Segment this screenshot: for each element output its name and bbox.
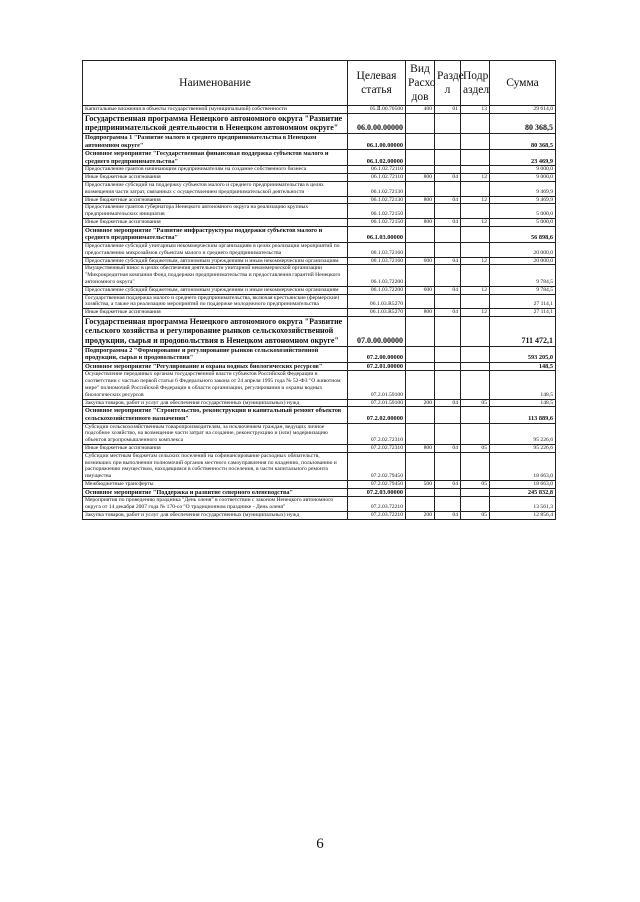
cell-subsection <box>461 265 490 286</box>
cell-sum: 95 226,6 <box>490 445 556 453</box>
table-row <box>83 226 556 242</box>
cell-name: Межбюджетные трансферты <box>83 481 348 489</box>
cell-sum: 9 784,5 <box>490 265 556 286</box>
cell-target-article: 07.2.02.79450 <box>348 452 406 480</box>
cell-sum: 18 663,0 <box>490 481 556 489</box>
cell-expense-type <box>406 113 435 133</box>
cell-name: Подпрограмма 1 "Развитие малого и среднего предпринимательства в Ненецком автономном округе" <box>83 133 348 149</box>
cell-name: Предоставление субсидий бюджетным, автономным учреждениям и иным некоммерческим организациям <box>83 286 348 294</box>
cell-target-article: 07.2.02.00000 <box>348 407 406 423</box>
table-row <box>83 445 556 453</box>
cell-expense-type <box>406 497 435 512</box>
cell-section: 04 <box>435 445 461 453</box>
table-row <box>83 257 556 265</box>
cell-target-article: 06.1.03.72200 <box>348 286 406 294</box>
cell-sum: 9 469,9 <box>490 196 556 204</box>
cell-target-article: 06.1.02.00000 <box>348 150 406 166</box>
table-row <box>83 309 556 317</box>
cell-sum: 23 469,9 <box>490 150 556 166</box>
cell-target-article: 07.2.01.59100 <box>348 371 406 399</box>
cell-sum: 593 205,0 <box>490 346 556 362</box>
table-row <box>83 106 556 114</box>
cell-subsection <box>461 204 490 219</box>
cell-expense-type: 800 <box>406 309 435 317</box>
cell-target-article: 06.1.03.72160 <box>348 257 406 265</box>
table-row <box>83 204 556 219</box>
cell-expense-type <box>406 226 435 242</box>
cell-subsection <box>461 346 490 362</box>
cell-subsection <box>461 497 490 512</box>
cell-sum: 9 000,0 <box>490 174 556 182</box>
cell-expense-type <box>406 452 435 480</box>
cell-subsection: 05 <box>461 399 490 407</box>
cell-sum: 27 114,1 <box>490 294 556 309</box>
cell-expense-type <box>406 488 435 497</box>
cell-subsection <box>461 294 490 309</box>
cell-expense-type: 400 <box>406 106 435 114</box>
cell-sum: 29 614,0 <box>490 106 556 114</box>
cell-subsection <box>461 316 490 346</box>
cell-target-article: 06.1.02.72150 <box>348 218 406 226</box>
cell-subsection: 05 <box>461 511 490 519</box>
header-subsection: Подр аздел <box>461 61 490 106</box>
table-row <box>83 371 556 399</box>
cell-target-article: 07.2.01.00000 <box>348 362 406 371</box>
cell-target-article: 06.1.02.72110 <box>348 174 406 182</box>
table-row <box>83 133 556 149</box>
cell-subsection <box>461 181 490 196</box>
cell-target-article: 07.2.03.00000 <box>348 488 406 497</box>
cell-subsection <box>461 150 490 166</box>
cell-section <box>435 294 461 309</box>
cell-expense-type <box>406 150 435 166</box>
table-row <box>83 150 556 166</box>
cell-expense-type <box>406 407 435 423</box>
cell-target-article: 06.1.02.72130 <box>348 196 406 204</box>
cell-name: Иные бюджетные ассигнования <box>83 445 348 453</box>
table-row <box>83 265 556 286</box>
header-name: Наименование <box>83 61 348 106</box>
cell-subsection: 12 <box>461 174 490 182</box>
cell-name: Закупка товаров, работ и услуг для обеспечения государственных (муниципальных) нужд <box>83 511 348 519</box>
cell-section: 04 <box>435 257 461 265</box>
cell-sum: 80 368,5 <box>490 113 556 133</box>
cell-section: 04 <box>435 309 461 317</box>
cell-section: 04 <box>435 481 461 489</box>
cell-section: 04 <box>435 286 461 294</box>
header-target-article: Целевая статья <box>348 61 406 106</box>
cell-name: Иные бюджетные ассигнования <box>83 196 348 204</box>
cell-subsection <box>461 226 490 242</box>
cell-section <box>435 316 461 346</box>
cell-target-article: 06.1.03.72160 <box>348 242 406 257</box>
cell-subsection <box>461 488 490 497</box>
cell-target-article: 06.1.02.72130 <box>348 181 406 196</box>
cell-name: Государственная программа Ненецкого автономного округа "Развитие предпринимательской деятельности в Ненецком автономном округе" <box>83 113 348 133</box>
table-row <box>83 294 556 309</box>
cell-expense-type: 600 <box>406 257 435 265</box>
cell-sum: 9 784,5 <box>490 286 556 294</box>
cell-target-article: 06.1.03.R5270 <box>348 309 406 317</box>
cell-name: Субсидии сельскохозяйственным товаропроизводителям, за исключением граждан, ведущих личное подсобное хозяйство, на возмещение части затрат на создание, реконструкцию и (или) модернизацию объектов агропромышленного комплекса <box>83 423 348 444</box>
table-row <box>83 166 556 174</box>
cell-section <box>435 423 461 444</box>
header-expense-type: Вид Расхо дов <box>406 61 435 106</box>
cell-sum: 18 663,0 <box>490 452 556 480</box>
cell-target-article: 07.2.03.72210 <box>348 497 406 512</box>
cell-section <box>435 488 461 497</box>
cell-name: Основное мероприятие "Строительство, реконструкция и капитальный ремонт объектов сельскохозяйственного назначения" <box>83 407 348 423</box>
cell-subsection <box>461 166 490 174</box>
cell-section <box>435 204 461 219</box>
cell-subsection <box>461 133 490 149</box>
table-row <box>83 346 556 362</box>
cell-expense-type <box>406 371 435 399</box>
cell-name: Закупка товаров, работ и услуг для обеспечения государственных (муниципальных) нужд <box>83 399 348 407</box>
cell-name: Государственная программа Ненецкого автономного округа "Развитие сельского хозяйства и регулирование рынков сельскохозяйственной продукции, сырья и продовольствия в Ненецком автономном округе" <box>83 316 348 346</box>
cell-sum: 27 114,1 <box>490 309 556 317</box>
cell-name: Государственная поддержка малого и среднего предпринимательства, включая крестьянские (фермерские) хозяйства, а также на реализацию мероприятий по поддержке молодежного предпринимательства <box>83 294 348 309</box>
cell-target-article: 07.2.00.00000 <box>348 346 406 362</box>
cell-expense-type <box>406 242 435 257</box>
cell-expense-type: 800 <box>406 174 435 182</box>
cell-name: Основное мероприятие "Поддержка и развитие северного оленеводства" <box>83 488 348 497</box>
cell-section <box>435 452 461 480</box>
cell-expense-type: 800 <box>406 196 435 204</box>
cell-name: Иные бюджетные ассигнования <box>83 174 348 182</box>
cell-target-article: 06.1.02.72150 <box>348 204 406 219</box>
cell-section <box>435 113 461 133</box>
cell-target-article: 07.0.00.00000 <box>348 316 406 346</box>
cell-target-article: 06.0.00.00000 <box>348 113 406 133</box>
cell-section <box>435 371 461 399</box>
cell-sum: 711 472,1 <box>490 316 556 346</box>
cell-sum: 56 898,6 <box>490 226 556 242</box>
cell-target-article: 06.1.03.00000 <box>348 226 406 242</box>
cell-target-article: 07.2.01.59100 <box>348 399 406 407</box>
table-header-row <box>83 61 556 106</box>
table-row <box>83 511 556 519</box>
table-row <box>83 218 556 226</box>
cell-section <box>435 181 461 196</box>
cell-expense-type <box>406 423 435 444</box>
header-section: Разде л <box>435 61 461 106</box>
table-row <box>83 423 556 444</box>
cell-expense-type <box>406 133 435 149</box>
cell-subsection <box>461 362 490 371</box>
table-row <box>83 497 556 512</box>
cell-subsection <box>461 423 490 444</box>
table-row <box>83 452 556 480</box>
cell-section <box>435 265 461 286</box>
cell-expense-type: 500 <box>406 481 435 489</box>
cell-target-article: 07.2.03.72210 <box>348 511 406 519</box>
cell-expense-type: 800 <box>406 445 435 453</box>
cell-name: Иные бюджетные ассигнования <box>83 309 348 317</box>
cell-expense-type <box>406 362 435 371</box>
table-row <box>83 399 556 407</box>
cell-section <box>435 362 461 371</box>
cell-subsection: 13 <box>461 106 490 114</box>
cell-sum: 5 000,0 <box>490 218 556 226</box>
cell-target-article: 05.Ⅱ.00.70500 <box>348 106 406 114</box>
cell-sum: 20 000,0 <box>490 257 556 265</box>
table-row <box>83 316 556 346</box>
cell-section <box>435 150 461 166</box>
cell-target-article: 06.1.03.R5270 <box>348 294 406 309</box>
cell-sum: 13 561,3 <box>490 497 556 512</box>
table-row <box>83 242 556 257</box>
cell-expense-type: 800 <box>406 218 435 226</box>
cell-target-article: 06.1.03.72200 <box>348 265 406 286</box>
cell-target-article: 06.1.02.72110 <box>348 166 406 174</box>
cell-name: Основное мероприятие "Государственная финансовая поддержка субъектов малого и среднего предпринимательства" <box>83 150 348 166</box>
cell-name: Предоставление субсидий унитарным некоммерческим организациям в целях реализации мероприятий по предоставлению микрозаймов субъектам малого и среднего предпринимательства <box>83 242 348 257</box>
cell-expense-type <box>406 316 435 346</box>
cell-subsection: 12 <box>461 196 490 204</box>
cell-subsection: 12 <box>461 257 490 265</box>
cell-expense-type <box>406 294 435 309</box>
cell-target-article: 07.2.02.72310 <box>348 445 406 453</box>
cell-sum: 148,5 <box>490 399 556 407</box>
cell-sum: 80 368,5 <box>490 133 556 149</box>
cell-name: Осуществление переданных органам государственной власти субъектов Российской Федерации в соответствии с частью первой статьи 6 Федерального закона от 24 апреля 1995 года № 52-ФЗ "О животном мире" полномочий Российской Федерации в области организации, регулирования и охраны водных биологических ресурсов <box>83 371 348 399</box>
cell-name: Капитальные вложения в объекты государственной (муниципальной) собственности <box>83 106 348 114</box>
cell-subsection <box>461 407 490 423</box>
cell-sum: 9 000,0 <box>490 166 556 174</box>
cell-name: Основное мероприятие "Регулирование и охрана водных биологических ресурсов" <box>83 362 348 371</box>
table-row <box>83 407 556 423</box>
table-row <box>83 488 556 497</box>
cell-sum: 95 226,6 <box>490 423 556 444</box>
cell-sum: 9 469,9 <box>490 181 556 196</box>
table-row <box>83 181 556 196</box>
cell-subsection <box>461 113 490 133</box>
cell-target-article: 07.2.02.79450 <box>348 481 406 489</box>
cell-section: 04 <box>435 174 461 182</box>
cell-expense-type <box>406 265 435 286</box>
cell-expense-type <box>406 346 435 362</box>
cell-sum: 20 000,0 <box>490 242 556 257</box>
cell-section <box>435 166 461 174</box>
cell-name: Предоставление грантов начинающим предпринимателям на создание собственного бизнеса <box>83 166 348 174</box>
cell-section <box>435 242 461 257</box>
cell-sum: 5 000,0 <box>490 204 556 219</box>
budget-table <box>82 60 556 520</box>
cell-expense-type: 200 <box>406 511 435 519</box>
header-sum: Сумма <box>490 61 556 106</box>
cell-expense-type <box>406 204 435 219</box>
cell-section <box>435 407 461 423</box>
cell-sum: 148,5 <box>490 371 556 399</box>
cell-target-article: 07.2.02.72310 <box>348 423 406 444</box>
budget-table-sheet <box>82 60 555 520</box>
cell-name: Предоставление субсидий на поддержку субъектов малого и среднего предпринимательства в целях возмещения части затрат, связанных с осуществлением предпринимательской деятельности <box>83 181 348 196</box>
cell-target-article: 06.1.00.00000 <box>348 133 406 149</box>
cell-expense-type: 600 <box>406 286 435 294</box>
cell-section: 01 <box>435 106 461 114</box>
table-row <box>83 113 556 133</box>
cell-subsection: 05 <box>461 481 490 489</box>
cell-name: Имущественный взнос в целях обеспечения деятельности унитарной некоммерческой организации "Микрокредитная компания Фонд поддержки предпринимательства и предоставления гарантий Ненецкого автономного округа" <box>83 265 348 286</box>
cell-subsection: 12 <box>461 309 490 317</box>
cell-section <box>435 226 461 242</box>
cell-name: Иные бюджетные ассигнования <box>83 218 348 226</box>
cell-name: Субсидии местным бюджетам сельских поселений на софинансирование расходных обязательств, возникших при выполнении полномочий органов местного самоуправления по владению, пользованию и распоряжению имуществом, находящимся в собственности поселения, в части капитального ремонта имущества <box>83 452 348 480</box>
cell-sum: 245 832,8 <box>490 488 556 497</box>
table-row <box>83 174 556 182</box>
cell-section <box>435 346 461 362</box>
cell-subsection: 12 <box>461 286 490 294</box>
cell-expense-type <box>406 181 435 196</box>
cell-subsection <box>461 242 490 257</box>
table-row <box>83 286 556 294</box>
cell-sum: 113 889,6 <box>490 407 556 423</box>
page-number: 6 <box>316 836 324 852</box>
cell-name: Подпрограмма 2 "Формирование и регулирование рынков сельскохозяйственной продукции, сырья и продовольствия" <box>83 346 348 362</box>
table-row <box>83 196 556 204</box>
cell-section <box>435 497 461 512</box>
cell-name: Предоставление субсидий бюджетным, автономным учреждениям и иным некоммерческим организациям <box>83 257 348 265</box>
cell-expense-type: 200 <box>406 399 435 407</box>
cell-section: 04 <box>435 399 461 407</box>
cell-subsection <box>461 371 490 399</box>
cell-section <box>435 133 461 149</box>
cell-sum: 148,5 <box>490 362 556 371</box>
cell-name: Предоставление грантов губернатора Ненецкого автономного округа на реализацию крупных предпринимательских инициатив <box>83 204 348 219</box>
cell-section: 04 <box>435 218 461 226</box>
table-row <box>83 362 556 371</box>
cell-expense-type <box>406 166 435 174</box>
cell-name: Мероприятия по проведению праздника "День оленя" в соответствии с законом Ненецкого автономного округа от 14 декабря 2007 года № 170-оз "О традиционном празднике - День оленя" <box>83 497 348 512</box>
cell-subsection: 12 <box>461 218 490 226</box>
cell-sum: 12 856,4 <box>490 511 556 519</box>
cell-subsection <box>461 452 490 480</box>
cell-subsection: 05 <box>461 445 490 453</box>
cell-name: Основное мероприятие "Развитие инфраструктуры поддержки субъектов малого и среднего предпринимательства" <box>83 226 348 242</box>
cell-section: 04 <box>435 511 461 519</box>
table-row <box>83 481 556 489</box>
cell-section: 04 <box>435 196 461 204</box>
